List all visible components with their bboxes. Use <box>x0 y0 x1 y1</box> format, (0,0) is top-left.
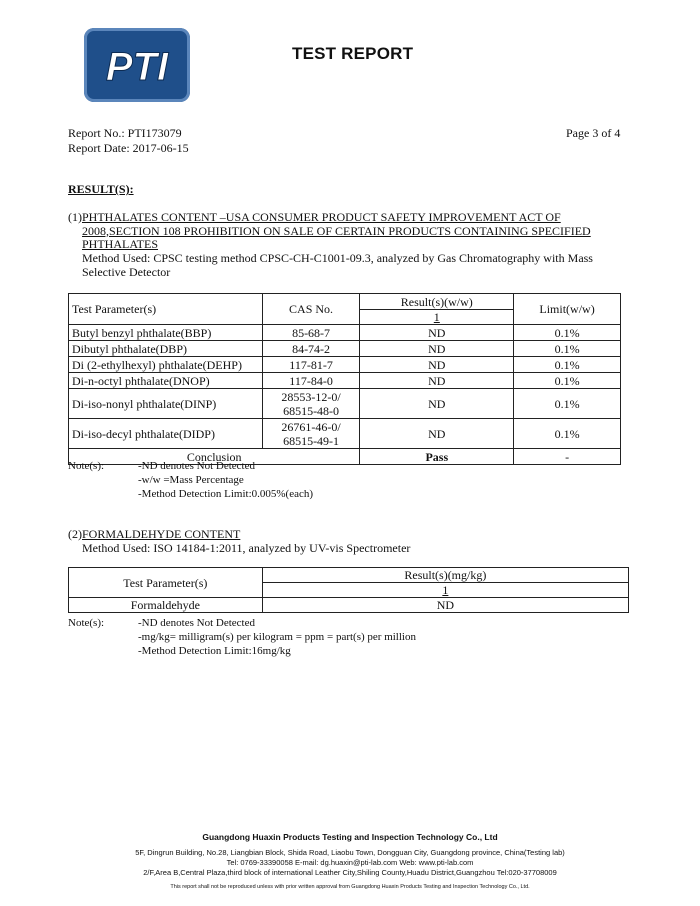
section2-title-text: FORMALDEHYDE CONTENT <box>82 527 241 541</box>
method-line: Method Used: CPSC testing method CPSC-CH-C1001-09.3, analyzed by Gas Chromatography with Mass <box>82 251 593 265</box>
results-heading: RESULT(S): <box>68 182 134 196</box>
header-result: Result(s)(mg/kg) <box>262 568 628 583</box>
section1-title-line: PHTHALATES CONTENT –USA CONSUMER PRODUCT SAFETY IMPROVEMENT ACT OF <box>82 210 561 224</box>
footer-disclaimer: This report shall not be reproduced unless with prior written approval from Guangdong Huaxin Products Testing and Inspection Technology Co., Ltd. <box>170 884 530 890</box>
param-cell: Di (2-ethylhexyl) phthalate(DEHP) <box>69 357 263 373</box>
result-cell: ND <box>360 389 514 419</box>
pti-logo <box>84 28 190 102</box>
header-test-parameter: Test Parameter(s) <box>69 294 263 325</box>
result-cell: ND <box>360 419 514 449</box>
limit-cell: 0.1% <box>514 325 621 341</box>
section2-number: (2) <box>68 527 82 541</box>
section1-title-line: PHTHALATES <box>82 237 159 251</box>
page-number: Page 3 of 4 <box>566 126 621 140</box>
note-item: -ND denotes Not Detected <box>138 460 255 472</box>
limit-cell: 0.1% <box>514 419 621 449</box>
header-limit: Limit(w/w) <box>514 294 621 325</box>
cas-line: 68515-49-1 <box>283 433 340 448</box>
report-number: Report No.: PTI173079 <box>68 126 182 140</box>
section1-notes <box>68 459 628 504</box>
table-row <box>69 341 621 357</box>
cas-cell: 84-74-2 <box>262 341 360 357</box>
result-cell: ND <box>262 598 628 613</box>
section1-number: (1) <box>68 210 82 224</box>
footer-company: Guangdong Huaxin Products Testing and Inspection Technology Co., Ltd <box>202 832 498 842</box>
note-item: -ND denotes Not Detected <box>138 617 255 629</box>
cas-cell: 117-84-0 <box>262 373 360 389</box>
note-item: -Method Detection Limit:16mg/kg <box>138 645 291 657</box>
footer-address-line: 2/F,Area B,Central Plaza,third block of international Leather City,Shiling County,Huadu District,Guangzhou Tel:020-37708009 <box>143 868 557 877</box>
section2-notes <box>68 616 628 661</box>
section1-method <box>82 252 593 279</box>
footer-contact-line: Tel: 0769-33390058 E-mail: dg.huaxin@pti-lab.com Web: www.pti-lab.com <box>226 858 474 867</box>
table-row <box>69 373 621 389</box>
header-result-sample: 1 <box>262 583 628 598</box>
result-cell: ND <box>360 341 514 357</box>
param-cell: Di-n-octyl phthalate(DNOP) <box>69 373 263 389</box>
notes-label: Note(s): <box>68 460 105 472</box>
note-item: -mg/kg= milligram(s) per kilogram = ppm = part(s) per million <box>138 631 416 643</box>
result-cell: ND <box>360 357 514 373</box>
formaldehyde-table <box>68 567 629 613</box>
cas-cell: 85-68-7 <box>262 325 360 341</box>
limit-cell: 0.1% <box>514 357 621 373</box>
footer-address-line: 5F, Dingrun Building, No.28, Liangbian Block, Shida Road, Liaobu Town, Dongguan City, Guangdong province, China(Testing lab) <box>135 848 565 857</box>
param-cell: Dibutyl phthalate(DBP) <box>69 341 263 357</box>
param-cell: Di-iso-nonyl phthalate(DINP) <box>69 389 263 419</box>
param-cell: Di-iso-decyl phthalate(DIDP) <box>69 419 263 449</box>
conclusion-result: Pass <box>360 449 514 465</box>
note-item: -Method Detection Limit:0.005%(each) <box>138 488 314 500</box>
table-row <box>69 389 621 419</box>
header-result-sample: 1 <box>360 310 514 325</box>
cas-cell <box>262 389 360 419</box>
result-cell: ND <box>360 373 514 389</box>
table-row <box>69 419 621 449</box>
cas-line: 28553-12-0/ <box>281 389 341 404</box>
page-title: TEST REPORT <box>292 44 414 63</box>
cas-cell: 117-81-7 <box>262 357 360 373</box>
table-row <box>69 598 629 613</box>
table-row <box>69 357 621 373</box>
header-test-parameter: Test Parameter(s) <box>69 568 263 598</box>
param-cell: Formaldehyde <box>69 598 263 613</box>
cas-line: 26761-46-0/ <box>281 419 341 434</box>
phthalates-table <box>68 293 621 465</box>
method-line: Selective Detector <box>82 264 171 279</box>
logo-text: PTI <box>105 45 169 89</box>
cas-cell <box>262 419 360 449</box>
cas-line: 68515-48-0 <box>283 403 340 418</box>
section2-title <box>68 528 240 542</box>
table-row <box>69 325 621 341</box>
note-item: -w/w =Mass Percentage <box>138 474 244 486</box>
header-result: Result(s)(w/w) <box>360 294 514 310</box>
conclusion-limit: - <box>514 449 621 465</box>
notes-label: Note(s): <box>68 617 105 629</box>
header-cas-no: CAS No. <box>262 294 360 325</box>
conclusion-label: Conclusion <box>69 449 360 465</box>
limit-cell: 0.1% <box>514 389 621 419</box>
param-cell: Butyl benzyl phthalate(BBP) <box>69 325 263 341</box>
section2-method: Method Used: ISO 14184-1:2011, analyzed by UV-vis Spectrometer <box>82 541 411 555</box>
limit-cell: 0.1% <box>514 341 621 357</box>
result-cell: ND <box>360 325 514 341</box>
report-date: Report Date: 2017-06-15 <box>68 141 189 155</box>
section1-title-line: 2008,SECTION 108 PROHIBITION ON SALE OF CERTAIN PRODUCTS CONTAINING SPECIFIED <box>82 223 591 238</box>
limit-cell: 0.1% <box>514 373 621 389</box>
section1-title <box>68 211 591 252</box>
